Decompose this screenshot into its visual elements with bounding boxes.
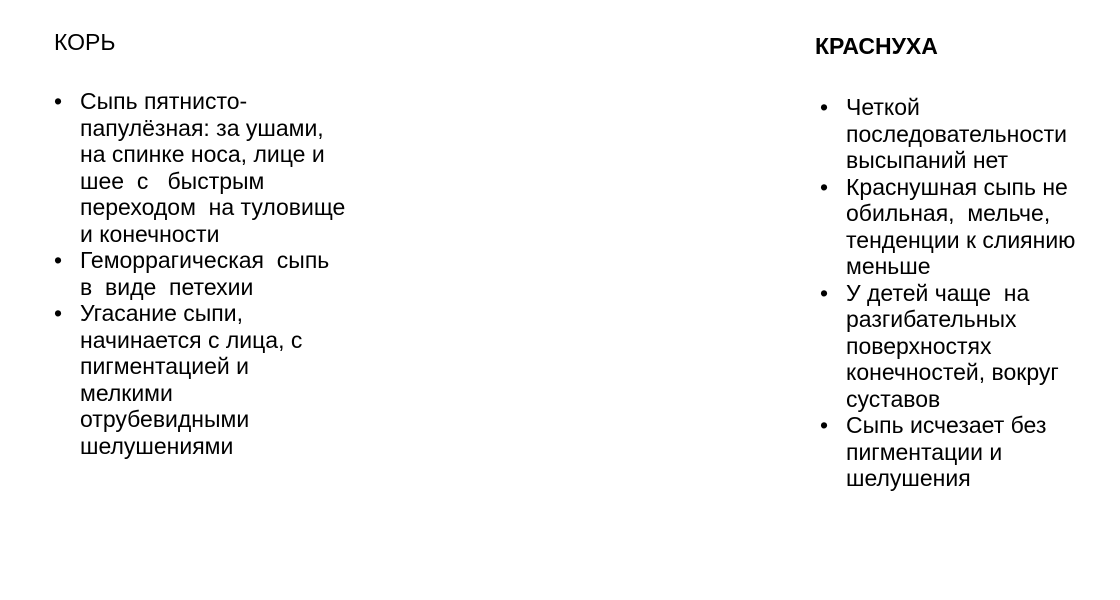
text-line: папулёзная: за ушами, bbox=[80, 114, 324, 141]
text-line: Краснушная сыпь не bbox=[846, 173, 1068, 200]
text-line: шелушения bbox=[846, 465, 971, 491]
text-line: переходом на туловище bbox=[80, 194, 346, 220]
rubella-heading: КРАСНУХА bbox=[815, 33, 938, 59]
text-line: последовательности bbox=[846, 120, 1067, 147]
text-line: пигментацией и bbox=[80, 353, 249, 379]
bullet-icon: • bbox=[54, 247, 63, 273]
bullet-icon: • bbox=[820, 94, 829, 120]
text-line: начинается с лица, с bbox=[80, 326, 303, 353]
list-item bbox=[820, 280, 1120, 413]
list-item bbox=[820, 94, 1120, 174]
text-line: поверхностях bbox=[846, 332, 992, 359]
text-line: суставов bbox=[846, 385, 941, 412]
text-line: Сыпь исчезает без bbox=[846, 412, 1047, 438]
list-item-text bbox=[80, 88, 399, 247]
list-item bbox=[54, 88, 399, 247]
list-item bbox=[820, 174, 1120, 280]
text-line: и конечности bbox=[80, 220, 220, 247]
text-line: конечностей, вокруг bbox=[846, 359, 1059, 385]
rubella-symptom-list bbox=[820, 94, 1120, 492]
text-line: отрубевидными bbox=[80, 406, 250, 432]
text-line: обильная, мельче, bbox=[846, 200, 1051, 226]
bullet-icon: • bbox=[820, 412, 829, 438]
text-line: пигментации и bbox=[846, 438, 1003, 465]
bullet-icon: • bbox=[820, 173, 829, 200]
text-line: разгибательных bbox=[846, 306, 1017, 332]
text-line: Четкой bbox=[846, 94, 920, 120]
list-item-text bbox=[846, 174, 1120, 280]
measles-symptom-list bbox=[54, 88, 399, 459]
text-line: Геморрагическая сыпь bbox=[80, 247, 330, 273]
text-line: в виде петехии bbox=[80, 273, 254, 300]
text-line: меньше bbox=[846, 253, 931, 279]
text-line: Сыпь пятнисто- bbox=[80, 88, 248, 114]
text-line: на спинке носа, лице и bbox=[80, 141, 325, 167]
text-line: У детей чаще на bbox=[846, 279, 1030, 306]
list-item-text bbox=[846, 412, 1120, 492]
bullet-icon: • bbox=[54, 300, 63, 326]
text-line: Угасание сыпи, bbox=[80, 300, 243, 326]
list-item-text bbox=[846, 94, 1120, 174]
text-line: шее с быстрым bbox=[80, 167, 265, 194]
list-item-text bbox=[846, 280, 1120, 413]
list-item-text bbox=[80, 300, 399, 459]
measles-heading: КОРЬ bbox=[54, 29, 116, 55]
bullet-icon: • bbox=[54, 88, 63, 114]
list-item bbox=[54, 247, 399, 300]
list-item-text bbox=[80, 247, 399, 300]
bullet-icon: • bbox=[820, 279, 829, 306]
list-item bbox=[820, 412, 1120, 492]
list-item bbox=[54, 300, 399, 459]
text-line: мелкими bbox=[80, 379, 173, 406]
text-line: высыпаний нет bbox=[846, 147, 1009, 173]
text-line: шелушениями bbox=[80, 432, 234, 459]
text-line: тенденции к слиянию bbox=[846, 226, 1076, 253]
